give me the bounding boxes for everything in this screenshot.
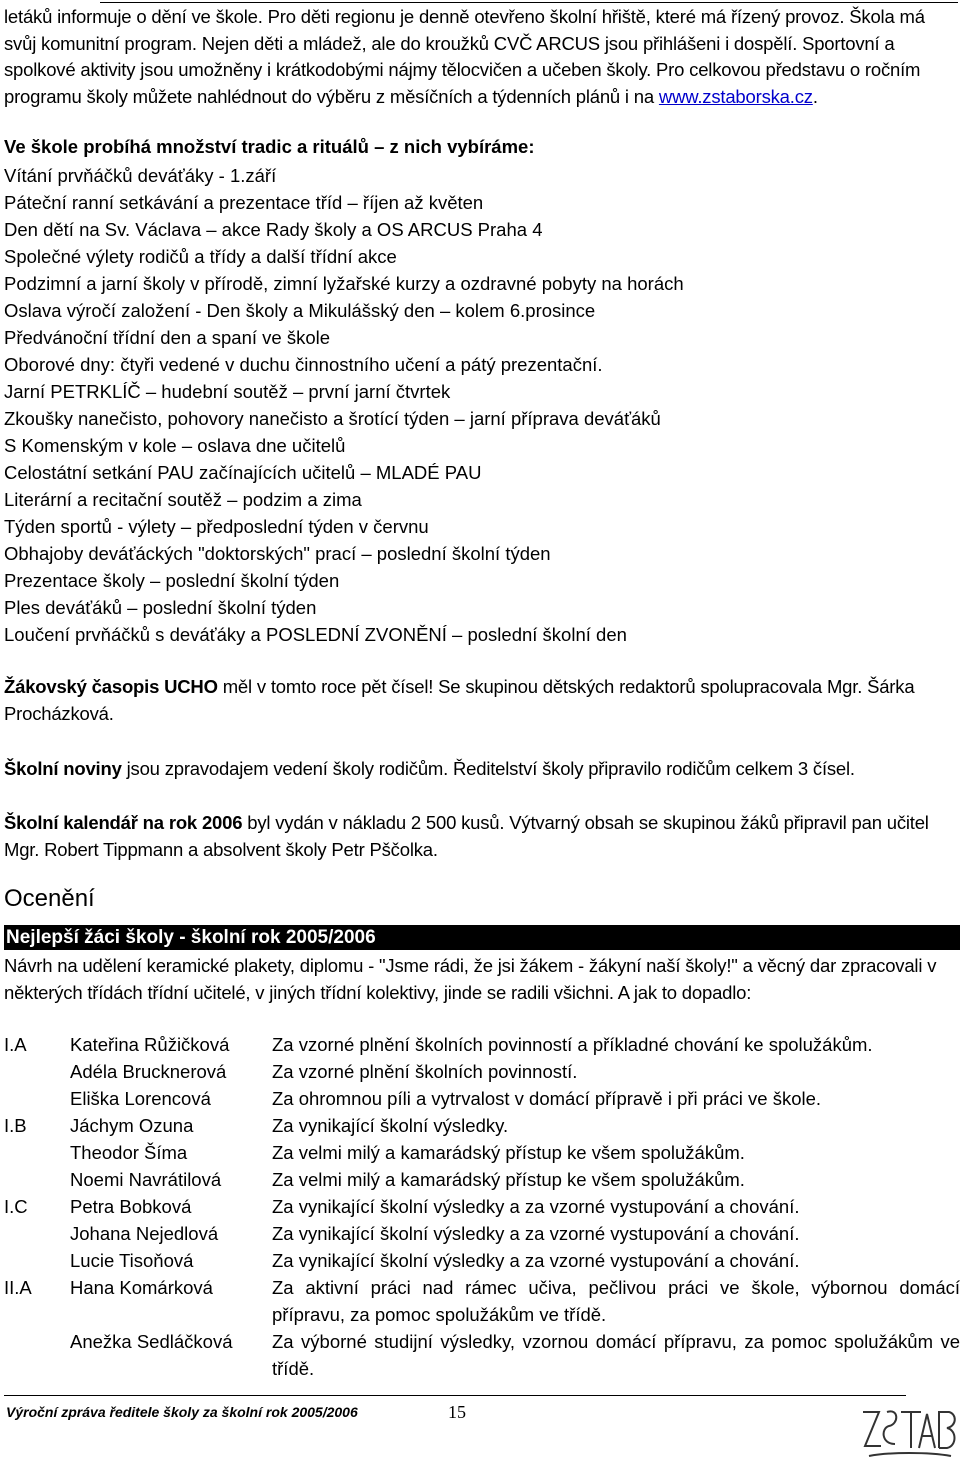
award-student-name: Anežka Sedláčková: [70, 1331, 233, 1352]
award-student-name: Kateřina Růžičková: [70, 1034, 230, 1055]
intro-text: letáků informuje o dění ve škole. Pro děti regionu je denně otevřeno školní hřiště, které má řízený provoz. Škola má svůj komunitní program. Nejen děti a mládež, ale do kroužků CVČ ARCUS jsou přihlášeni i dospělí. Sportovní a spolkové aktivity jsou umožněny i krátkodobými nájmy tělocvičen a učeben školy. Pro celkovou představu o ročním programu školy můžete nahlédnout do výběru z měsíčních a týdenních plánů i na: [4, 6, 925, 107]
intro-paragraph: [4, 4, 959, 110]
award-reason: Za velmi milý a kamarádský přístup ke všem spolužákům.: [272, 1169, 745, 1190]
intro-text-end: .: [812, 85, 818, 107]
award-student-name: Hana Komárková: [70, 1277, 213, 1298]
award-row: [4, 1166, 960, 1193]
award-reason: Za velmi milý a kamarádský přístup ke všem spolužákům.: [272, 1142, 745, 1163]
tradition-item: Předvánoční třídní den a spaní ve škole: [4, 327, 331, 348]
award-student-name: Lucie Tisoňová: [70, 1250, 194, 1271]
kalendar-text: byl vydán v nákladu 2 500 kusů. Výtvarný obsah se skupinou žáků připravil pan učitel Mgr. Robert Tippmann a absolvent školy Petr Pščolka.: [4, 812, 929, 860]
school-logo: [859, 1398, 959, 1460]
award-row: [4, 1139, 960, 1166]
ucho-paragraph: [4, 674, 959, 727]
award-row: [4, 1031, 960, 1058]
award-reason: Za vynikající školní výsledky a za vzorné vystupování a chování.: [272, 1250, 800, 1271]
award-student-name: Adéla Brucknerová: [70, 1061, 227, 1082]
award-student-name: Johana Nejedlová: [70, 1223, 219, 1244]
footer-divider: [4, 1395, 906, 1396]
award-class: I.C: [4, 1196, 28, 1217]
award-row: [4, 1058, 960, 1085]
awards-intro: Návrh na udělení keramické plakety, diplomu - "Jsme rádi, že jsi žákem - žákyní naší školy!" a věcný dar zpracovali v některých třídách třídní učitelé, v jiných třídní kolektivy, jinde se radili všichni. A jak to dopadlo:: [4, 955, 937, 1003]
awards-list: [4, 1031, 960, 1382]
top-divider: [100, 2, 958, 3]
tradition-item: Loučení prvňáčků s deváťáky a POSLEDNÍ ZVONĚNÍ – poslední školní den: [4, 624, 627, 645]
noviny-text: jsou zpravodajem vedení školy rodičům. Ředitelství školy připravilo rodičům celkem 3 čísel.: [121, 758, 855, 779]
best-students-bar: Nejlepší žáci školy - školní rok 2005/2006: [4, 925, 960, 950]
award-row: [4, 1193, 960, 1220]
award-row: [4, 1085, 960, 1112]
award-reason: Za ohromnou píli a vytrvalost v domácí přípravě i při práci ve škole.: [272, 1088, 822, 1109]
tradition-item: Vítání prvňáčků deváťáky - 1.září: [4, 165, 277, 186]
tradition-item: Oslava výročí založení - Den školy a Mikulášský den – kolem 6.prosince: [4, 300, 596, 321]
award-student-name: Theodor Šíma: [70, 1142, 188, 1163]
award-row: [4, 1274, 960, 1328]
award-reason: Za vynikající školní výsledky.: [272, 1115, 509, 1136]
tradition-item: S Komenským v kole – oslava dne učitelů: [4, 435, 346, 456]
award-class: I.A: [4, 1034, 27, 1055]
award-class: I.B: [4, 1115, 27, 1136]
award-student-name: Jáchym Ozuna: [70, 1115, 194, 1136]
award-row: [4, 1220, 960, 1247]
award-row: [4, 1328, 960, 1382]
tradition-item: Den dětí na Sv. Václava – akce Rady školy a OS ARCUS Praha 4: [4, 219, 543, 240]
noviny-bold: Školní noviny: [4, 758, 122, 779]
award-reason: Za aktivní práci nad rámec učiva, pečlivou práci ve škole, výbornou domácí přípravu, za pomoc spolužákům ve třídě.: [272, 1277, 960, 1325]
award-reason: Za výborné studijní výsledky, vzornou domácí přípravu, za pomoc spolužákům ve třídě.: [272, 1331, 960, 1379]
noviny-paragraph: [4, 756, 959, 783]
award-student-name: Noemi Navrátilová: [70, 1169, 222, 1190]
tradition-item: Zkoušky nanečisto, pohovory nanečisto a šrotící týden – jarní příprava deváťáků: [4, 408, 661, 429]
tradition-item: Týden sportů - výlety – předposlední týden v červnu: [4, 516, 429, 537]
award-reason: Za vynikající školní výsledky a za vzorné vystupování a chování.: [272, 1196, 800, 1217]
tradition-item: Společné výlety rodičů a třídy a další třídní akce: [4, 246, 397, 267]
tradition-item: Obhajoby deváťáckých "doktorských" prací – poslední školní týden: [4, 543, 551, 564]
tradition-item: Oborové dny: čtyři vedené v duchu činnostního učení a pátý prezentační.: [4, 354, 603, 375]
award-row: [4, 1112, 960, 1139]
award-student-name: Eliška Lorencová: [70, 1088, 211, 1109]
award-row: [4, 1247, 960, 1274]
ucho-bold: Žákovský časopis UCHO: [4, 676, 218, 697]
section-heading-oceneni: Ocenění: [4, 885, 95, 912]
award-reason: Za vzorné plnění školních povinností.: [272, 1061, 578, 1082]
footer-title: Výroční zpráva ředitele školy za školní rok 2005/2006: [6, 1404, 358, 1420]
traditions-list: [4, 162, 684, 648]
tradition-item: Páteční ranní setkávání a prezentace tříd – říjen až květen: [4, 192, 484, 213]
award-reason: Za vynikající školní výsledky a za vzorné vystupování a chování.: [272, 1223, 800, 1244]
tradition-item: Ples deváťáků – poslední školní týden: [4, 597, 317, 618]
traditions-title: Ve škole probíhá množství tradic a rituálů – z nich vybíráme:: [4, 136, 535, 157]
tradition-item: Celostátní setkání PAU začínajících učitelů – MLADÉ PAU: [4, 462, 482, 483]
tradition-item: Podzimní a jarní školy v přírodě, zimní lyžařské kurzy a ozdravné pobyty na horách: [4, 273, 684, 294]
kalendar-bold: Školní kalendář na rok 2006: [4, 812, 243, 833]
tradition-item: Jarní PETRKLÍČ – hudební soutěž – první jarní čtvrtek: [4, 381, 451, 402]
ucho-text: měl v tomto roce pět čísel! Se skupinou dětských redaktorů spolupracovala Mgr. Šárka Procházková.: [4, 676, 915, 724]
tradition-item: Prezentace školy – poslední školní týden: [4, 570, 340, 591]
award-class: II.A: [4, 1277, 32, 1298]
kalendar-paragraph: [4, 810, 959, 863]
school-website-link[interactable]: www.zstaborska.cz: [658, 85, 813, 107]
page-number: 15: [448, 1402, 466, 1422]
award-student-name: Petra Bobková: [70, 1196, 192, 1217]
tradition-item: Literární a recitační soutěž – podzim a zima: [4, 489, 362, 510]
award-reason: Za vzorné plnění školních povinností a příkladné chování ke spolužákům.: [272, 1034, 873, 1055]
